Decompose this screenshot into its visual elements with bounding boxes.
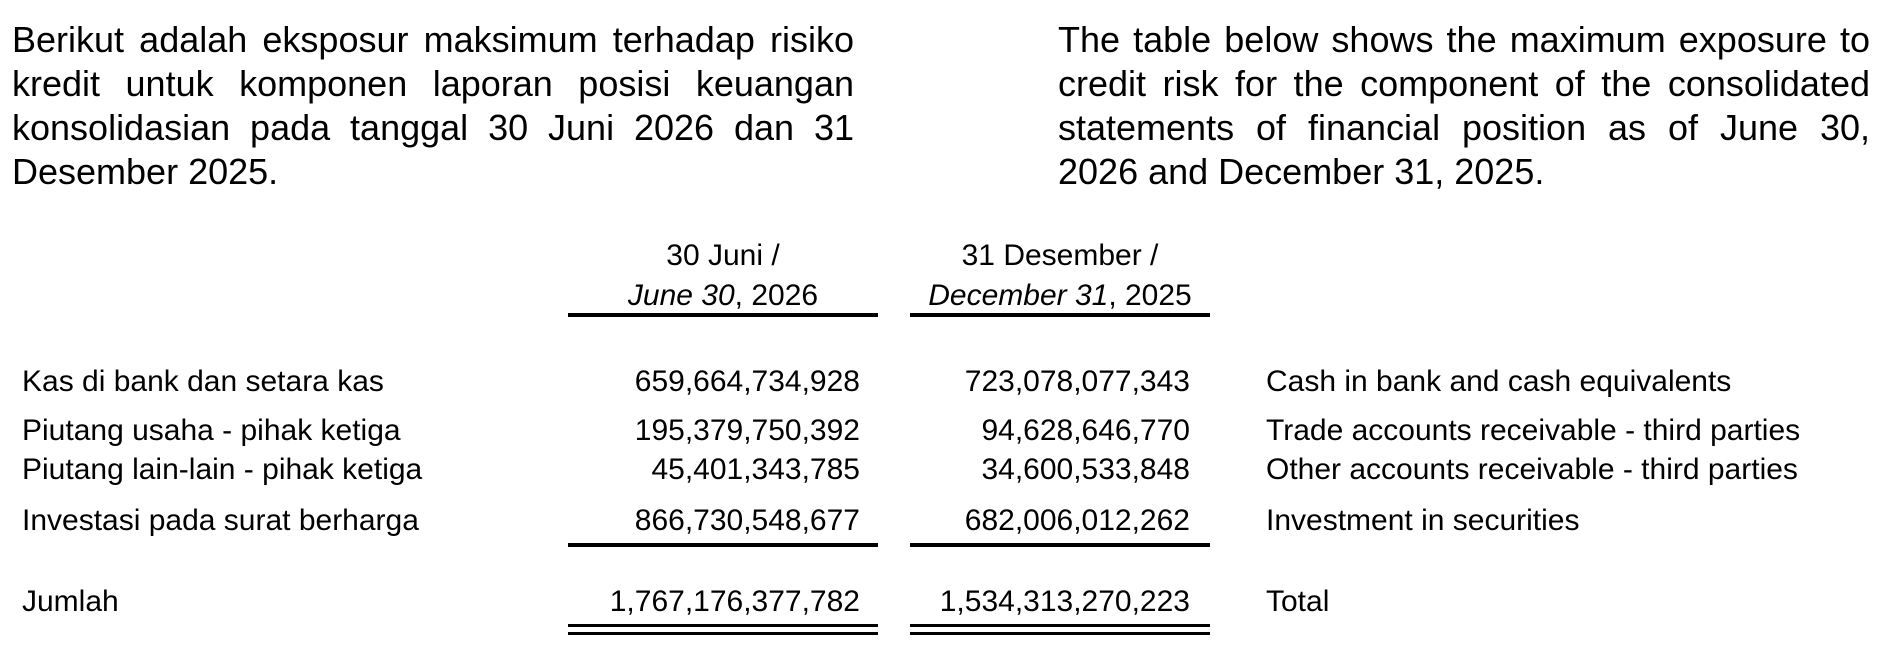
subtotal-rule-2026 [568, 543, 878, 547]
header-underline-2025 [910, 313, 1210, 317]
intro-paragraph-indonesian: Berikut adalah eksposur maksimum terhadap risiko kredit untuk komponen laporan posisi keuangan konsolidasian pada tanggal 30 Juni 2026 dan 31 Desember 2025. [12, 19, 854, 192]
row-value-2025: 682,006,012,262 [964, 504, 1190, 537]
column-header-2025-line1: 31 Desember / [961, 239, 1159, 272]
column-header-2025-year: , 2025 [1108, 279, 1192, 312]
column-header-2025-date: December 31 [928, 279, 1109, 312]
row-label-en: Cash in bank and cash equivalents [1266, 365, 1732, 398]
row-value-2025: 94,628,646,770 [981, 414, 1190, 447]
column-header-2026-date: June 30 [627, 279, 735, 312]
subtotal-rule-2025 [910, 543, 1210, 547]
total-double-rule-bottom-2025 [910, 632, 1210, 635]
total-label-en: Total [1266, 585, 1330, 618]
row-value-2025: 723,078,077,343 [964, 365, 1190, 398]
column-header-2025 [910, 236, 1210, 316]
total-double-rule-top-2026 [568, 624, 878, 627]
intro-paragraph-english: The table below shows the maximum exposure to credit risk for the component of the consolidated statements of financial position as of June 30, 2026 and December 31, 2025. [1058, 19, 1870, 192]
column-header-2026-line2 [568, 276, 878, 316]
column-header-2026-line1: 30 Juni / [666, 239, 780, 272]
row-value-2025: 34,600,533,848 [981, 453, 1190, 486]
row-value-2026: 45,401,343,785 [651, 453, 860, 486]
total-label-id: Jumlah [22, 585, 119, 618]
total-double-rule-bottom-2026 [568, 632, 878, 635]
row-label-id: Investasi pada surat berharga [22, 504, 419, 537]
row-label-en: Other accounts receivable - third parties [1266, 453, 1798, 486]
header-underline-2026 [568, 313, 878, 317]
total-value-2025: 1,534,313,270,223 [939, 585, 1190, 618]
row-label-id: Kas di bank dan setara kas [22, 365, 384, 398]
row-label-en: Investment in securities [1266, 504, 1580, 537]
total-value-2026: 1,767,176,377,782 [609, 585, 860, 618]
row-label-id: Piutang usaha - pihak ketiga [22, 414, 401, 447]
column-header-2025-line2 [910, 276, 1210, 316]
row-value-2026: 195,379,750,392 [634, 414, 860, 447]
column-header-2026-year: , 2026 [734, 279, 819, 312]
column-header-2026 [568, 236, 878, 316]
row-value-2026: 866,730,548,677 [634, 504, 860, 537]
total-double-rule-top-2025 [910, 624, 1210, 627]
row-label-id: Piutang lain-lain - pihak ketiga [22, 453, 423, 486]
row-value-2026: 659,664,734,928 [634, 365, 860, 398]
row-label-en: Trade accounts receivable - third parties [1266, 414, 1801, 447]
